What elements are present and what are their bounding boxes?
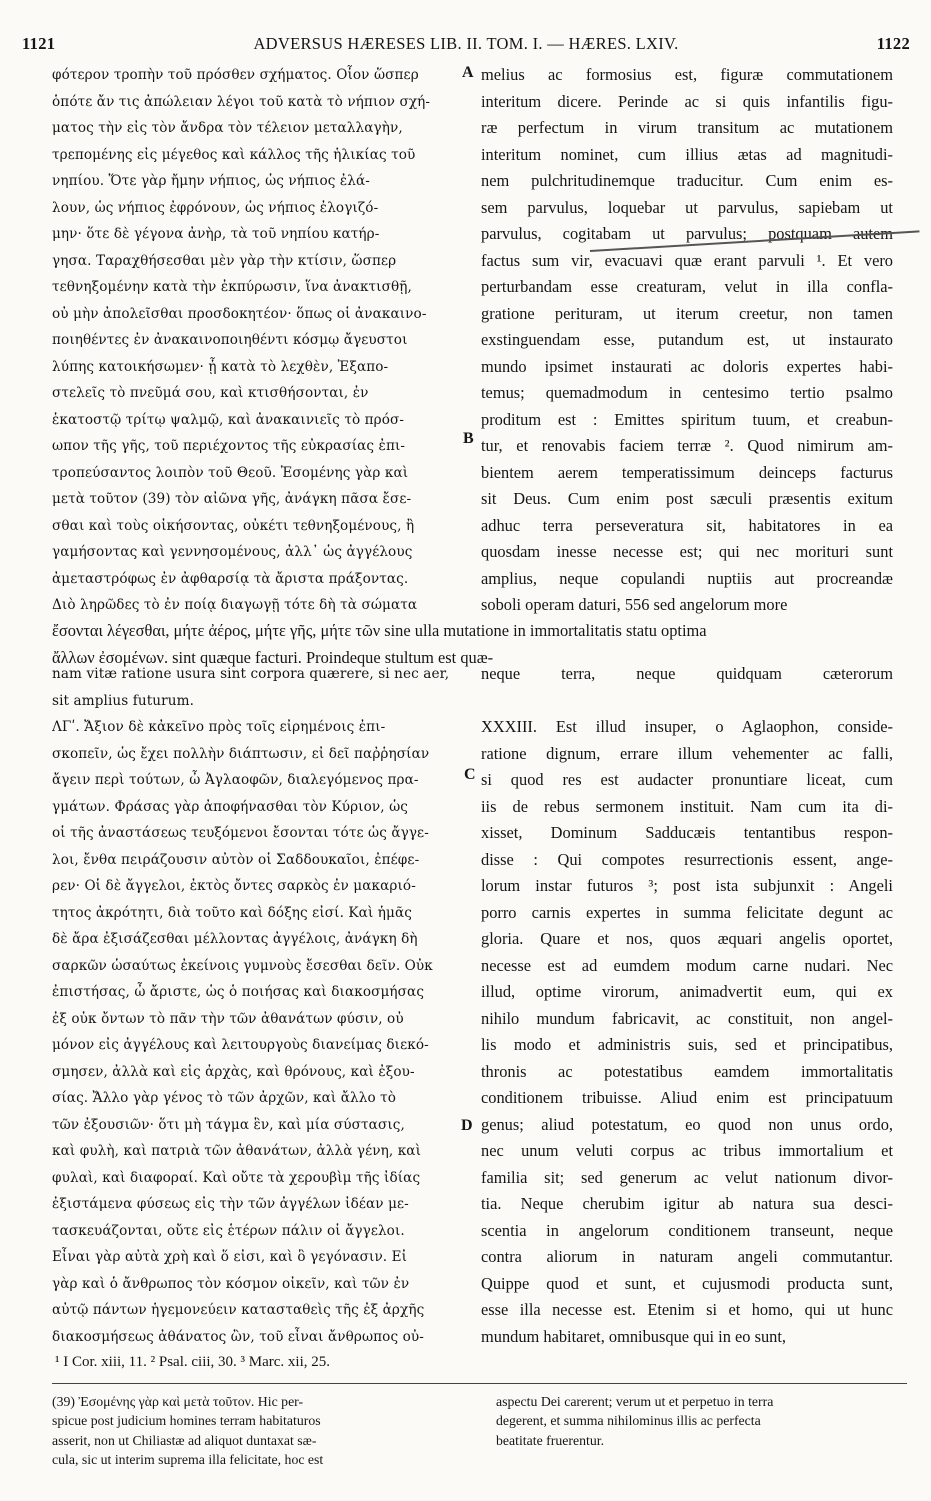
greek-column-bottom [52,661,462,1350]
text-line: nihilo mundum fabricavit, ac constituit, non angel- [481,1008,893,1028]
text-line: conditionem tribuisse. Aliud enim est principatuum [481,1088,893,1107]
text-line: ratione dignum, errare illum vehementer ac falli, [481,743,893,763]
text-line: lis modo et administris suis, sed et principatibus, [481,1035,893,1054]
running-header [22,34,910,58]
text-line: οὐ μὴν ἀπολεῖσθαι προσδοκητέον· ὅπως οἱ ἀνακαινο- [52,305,427,322]
text-line: τροπεύσαντος λοιπὸν τοῦ Θεοῦ. Ἐσομένης γὰρ καὶ [52,464,409,481]
text-line: Εἶναι γὰρ αὐτὰ χρὴ καὶ ὅ εἰσι, καὶ ὃ γεγόνασιν. Εἰ [52,1249,408,1265]
greek-column-top [52,62,462,619]
editor-note-right [496,1392,896,1450]
text-line: τρεπομένης εἰς μέγεθος καὶ κάλλος τῆς ἡλικίας τοῦ [52,146,416,163]
section-marker-c: C [464,766,476,783]
text-line: ἄλλων ἐσομένων. sint quæque facturi. Proindeque stultum est quæ- [52,647,494,667]
text-line: σαρκῶν ὡσαύτως ἐκείνοις γυμνοὺς ἔσεσθαι δεῖν. Οὐκ [52,957,433,974]
text-line: tur, et renovabis faciem terræ ². Quod nimirum am- [481,436,893,455]
text-line: perturbandam esse creaturam, velut in illa confla- [481,277,893,296]
text-line: necesse est ad eumdem modum carne nudari. Nec [481,955,893,975]
text-line: cula, sic ut interim suprema illa felicitate, hoc est [52,1451,324,1467]
text-line: iis de rebus sermonem instituit. Nam cum ita di- [481,796,893,816]
text-line: ἐξιστάμενα φύσεως εἰς τὴν τῶν ἀγγέλων ἰδέαν με- [52,1196,409,1212]
footnote-references: ¹ I Cor. xiii, 11. ² Psal. ciii, 30. ³ Marc. xii, 25. [55,1354,331,1370]
text-line: καὶ φυλὴ, καὶ πατριὰ τῶν ἀθανάτων, ἀλλὰ γένη, καὶ [52,1143,422,1159]
text-line: τεθνηξομένην κατὰ τὴν ἐκπύρωσιν, ἵνα ἀνακτισθῇ, [52,279,412,295]
text-line: ἐξ οὐκ ὄντων τὸ πᾶν τὴν τῶν ἀθανάτων φύσιν, οὐ [52,1010,404,1027]
text-line: adhuc terra perseveratura sit, habitatores in ea [481,515,893,535]
text-line: τητος ἀκρότητι, διὰ τοῦτο καὶ δόξης εἰσί. Καὶ ἡμᾶς [52,904,412,921]
text-line: proditum est : Emittes spiritum tuum, et creabun- [481,409,893,429]
text-line: λουν, ὡς νήπιος ἐφρόνουν, ὡς νήπιος ἐλογιζό- [52,199,379,216]
text-line: amplius, neque copulandi nuptiis aut procreandæ [481,568,893,588]
text-line: ἔσονται λέγεσθαι, μήτε ἀέρος, μήτε γῆς, μήτε τῶν sine ulla mutatione in immortalitatis statu optima [52,621,707,640]
section-marker-b: B [463,430,474,447]
text-line: αὐτῷ πάντων ἡγεμονεύειν κατασταθεὶς τῆς ἐξ ἀρχῆς [52,1302,425,1318]
text-line: λύπης κατοικήσωμεν· ᾗ κατὰ τὸ λεχθὲν, Ἐξαπο- [52,358,389,375]
text-line: στελεῖς τὸ πνεῦμά σου, καὶ κτισθήσονται, ἐν [52,385,369,401]
text-line: nem pulchritudinemque traducitur. Cum enim es- [481,171,893,190]
text-line: οἱ τῆς ἀναστάσεως τευξόμενοι ἔσονται τότε ὡς ἄγγε- [52,825,429,841]
text-line: XXXIII. Est illud insuper, o Aglaophon, conside- [481,717,893,736]
text-line: ἐπιστήσας, ὦ ἄριστε, ὡς ὁ ποιήσας καὶ διακοσμήσας [52,984,425,1000]
text-line: bientem aerem temperatissimum deinceps facturus [481,462,893,482]
text-line: ὁπότε ἄν τις ἀπώλειαν λέγοι τοῦ κατὰ τὸ νήπιον σχή- [52,93,431,110]
latin-column-bottom [481,661,893,1350]
text-line: gratione perituram, ut iterum creetur, non tamen [481,303,893,323]
text-line: ἀμεταστρόφως ἐν ἀφθαρσίᾳ τὰ ἄριστα πράξοντας. [52,570,409,587]
section-marker-d: D [461,1117,473,1134]
text-line: contra aliorum in naturam angeli commutantur. [481,1247,893,1266]
text-line: λοι, ἔνθα πειράζουσιν αὐτὸν οἱ Σαδδουκαῖοι, ἐπέφε- [52,851,420,868]
text-line: φυλαὶ, καὶ διαφοραί. Καὶ οὔτε τὰ χερουβὶμ τῆς ἰδίας [52,1169,421,1186]
text-line: soboli operam daturi, 556 sed angelorum more [481,595,788,614]
text-line: διακοσμήσεως ἀθάνατος ὢν, τοῦ εἶναι ἄνθρωπος οὐ- [52,1328,424,1345]
text-line: mundo ipsimet instaurati ac doloris expertes habi- [481,356,893,376]
text-line: ωπον τῆς γῆς, τοῦ περιέχοντος τῆς εὐκρασίας ἐπι- [52,438,406,454]
text-line: ρεν· Οἱ δὲ ἄγγελοι, ἐκτὸς ὄντες σαρκὸς ἐν μακαριό- [52,878,416,894]
running-title: ADVERSUS HÆRESES LIB. II. TOM. I. — HÆRES. LXIV. [253,34,679,53]
page-number-right: 1122 [876,34,910,53]
text-line: Quippe quod et sunt, et cujusmodi producta sunt, [481,1273,893,1293]
text-line: thronis ac potestatibus eamdem immortalitatis [481,1061,893,1081]
text-line: τασκευάζονται, οὔτε εἰς ἑτέρων πάλιν οἱ ἄγγελοι. [52,1222,405,1239]
text-line: sit Deus. Cum enim post sæculi præsentis exitum [481,489,893,508]
section-marker-a: A [462,64,474,81]
text-line: μόνον εἰς ἀγγέλους καὶ λειτουργοὺς διανείμας διεκό- [52,1037,429,1053]
text-line: melius ac formosius est, figuræ commutationem [481,65,893,84]
text-line: aspectu Dei carerent; verum ut et perpetuo in terra [496,1394,774,1409]
text-line: neque terra, neque quidquam cæterorum [481,664,893,683]
page-number-left: 1121 [22,34,56,53]
text-line: σκοπεῖν, ὡς ἔχει πολλὴν διάπτωσιν, εἰ δεῖ παῤῥησίαν [52,745,430,762]
text-line: interitum nominet, cum illius ætas ad magnitudi- [481,144,893,164]
text-line: ματος τὴν εἰς τὸν ἄνδρα τὸν τέλειον μεταλλαγὴν, [52,120,403,136]
text-line: nam vitæ ratione usura sint corpora quærere, si nec aer, [52,666,450,682]
text-line: φότερον τροπὴν τοῦ πρόσθεν σχήματος. Οἷον ὥσπερ [52,67,419,83]
text-line: μην· ὅτε δὲ γέγονα ἀνὴρ, τὰ τοῦ νηπίου κατήρ- [52,226,380,242]
text-line: xisset, Dominum Sadducæis tentantibus respon- [481,823,893,842]
text-line: ποιηθέντες ἐν ἀνακαινοποιηθέντι κόσμῳ ἄγευστοι [52,332,408,348]
text-line: ἑκατοστῷ τρίτῳ ψαλμῷ, καὶ ἀνακαινιεῖς τὸ πρόσ- [52,411,405,428]
text-line: nec unum veluti corpus ac tribus immortalium et [481,1141,893,1160]
text-line: exstinguendam esse, putandum est, ut instaurato [481,330,893,349]
text-line: temus; quemadmodum in centesimo tertio psalmo [481,383,893,402]
text-line: parvulus, cogitabam ut parvulus; postquam autem [481,224,893,243]
text-line: illud, optime virorum, animadvertit eum, qui ex [481,982,893,1001]
text-line: quosdam inesse necesse est; qui nec morituri sunt [481,542,893,561]
text-line: scentia in angelorum conditionem transeunt, neque [481,1220,893,1240]
text-line: familia sit; sed generum ac velut nationum divor- [481,1167,893,1187]
editor-note-left [52,1392,452,1469]
text-line: ΛΓʹ. Ἄξιον δὲ κἀκεῖνο πρὸς τοῖς εἰρημένοις ἐπι- [52,719,386,735]
text-line: degerent, et summa nihilominus illis ac perfecta [496,1413,761,1429]
text-line: sem parvulus, loquebar ut parvulus, sapiebam ut [481,197,893,217]
text-line: gloria. Quare et nos, quos æquari angelis oportet, [481,929,893,948]
text-line: (39) Ἐσομένης γὰρ καὶ μετὰ τοῦτον. Hic per- [52,1394,304,1409]
text-line: tia. Neque cherubim igitur ab natura sua desci- [481,1194,893,1213]
text-line: mundum habitaret, omnibusque qui in eo sunt, [481,1326,787,1346]
text-line: γαμήσοντας καὶ γεννησομένους, ἀλλ᾽ ὡς ἀγγέλους [52,544,413,560]
text-line: spicue post judicium homines terram habitaturos [52,1413,321,1429]
text-line: porro carnis expertes in summa felicitate degunt ac [481,902,893,922]
footnote-divider [52,1383,907,1384]
text-line: τῶν ἐξουσιῶν· ὅτι μὴ τάγμα ἓν, καὶ μία σύστασις, [52,1116,405,1133]
text-line: disse : Qui compotes resurrectionis essent, ange- [481,849,893,869]
text-line: σίας. Ἄλλο γὰρ γένος τὸ τῶν ἀρχῶν, καὶ ἄλλο τὸ [52,1090,397,1106]
text-line: γμάτων. Φράσας γὰρ ἀποφήνασθαι τὸν Κύριον, ὡς [52,798,408,815]
text-line: Διὸ ληρῶδες τὸ ἐν ποίᾳ διαγωγῇ τότε δὴ τὰ σώματα [52,597,418,613]
text-line: δὲ ἄρα ἐξισάζεσθαι μέλλοντας ἀγγέλοις, ἀνάγκη δὴ [52,931,418,947]
text-line: si quod res est audacter pronuntiare liceat, cum [481,770,893,789]
text-line: genus; aliud potestatum, eo quod non unus ordo, [481,1114,893,1134]
text-line: interitum dicere. Perinde ac si quis infantilis figu- [481,91,893,111]
text-line: sit amplius futurum. [52,692,195,709]
text-line: factus sum vir, evacuavi quæ erant parvuli ¹. Et vero [481,250,893,270]
text-line: γησα. Ταραχθήσεσθαι μὲν γὰρ τὴν κτίσιν, ὥσπερ [52,252,397,269]
text-line [481,688,893,715]
text-line: asserit, non ut Chiliastæ ad aliquot duntaxat sæ- [52,1432,317,1448]
text-line: σθαι καὶ τοὺς οἰκήσοντας, οὐκέτι τεθνηξομένους, ἢ [52,517,415,534]
text-line: beatitate fruerentur. [496,1432,605,1448]
text-line: νηπίου. Ὅτε γὰρ ἤμην νήπιος, ὡς νήπιος ἐλά- [52,173,370,189]
text-line: σμησεν, ἀλλὰ καὶ εἰς ἀρχὰς, καὶ θρόνους, καὶ ἐξου- [52,1063,415,1080]
latin-column-top [481,62,893,619]
text-line: ἄγειν περὶ τούτων, ὦ Ἀγλαοφῶν, διαλεγόμενος πρα- [52,772,419,788]
text-line: γὰρ καὶ ὁ ἄνθρωπος τὸν κόσμον οἰκεῖν, καὶ τῶν ἐν [52,1275,410,1292]
text-line: μετὰ τοῦτον (39) τὸν αἰῶνα γῆς, ἀνάγκη πᾶσα ἔσε- [52,491,412,507]
text-line: lorum instar futuros ³; post ista subjunxit : Angeli [481,876,893,895]
text-line: esse illa necesse est. Etenim si et homo, qui ut hunc [481,1300,893,1319]
text-line: ræ perfectum in virum transitum ac mutationem [481,118,893,137]
